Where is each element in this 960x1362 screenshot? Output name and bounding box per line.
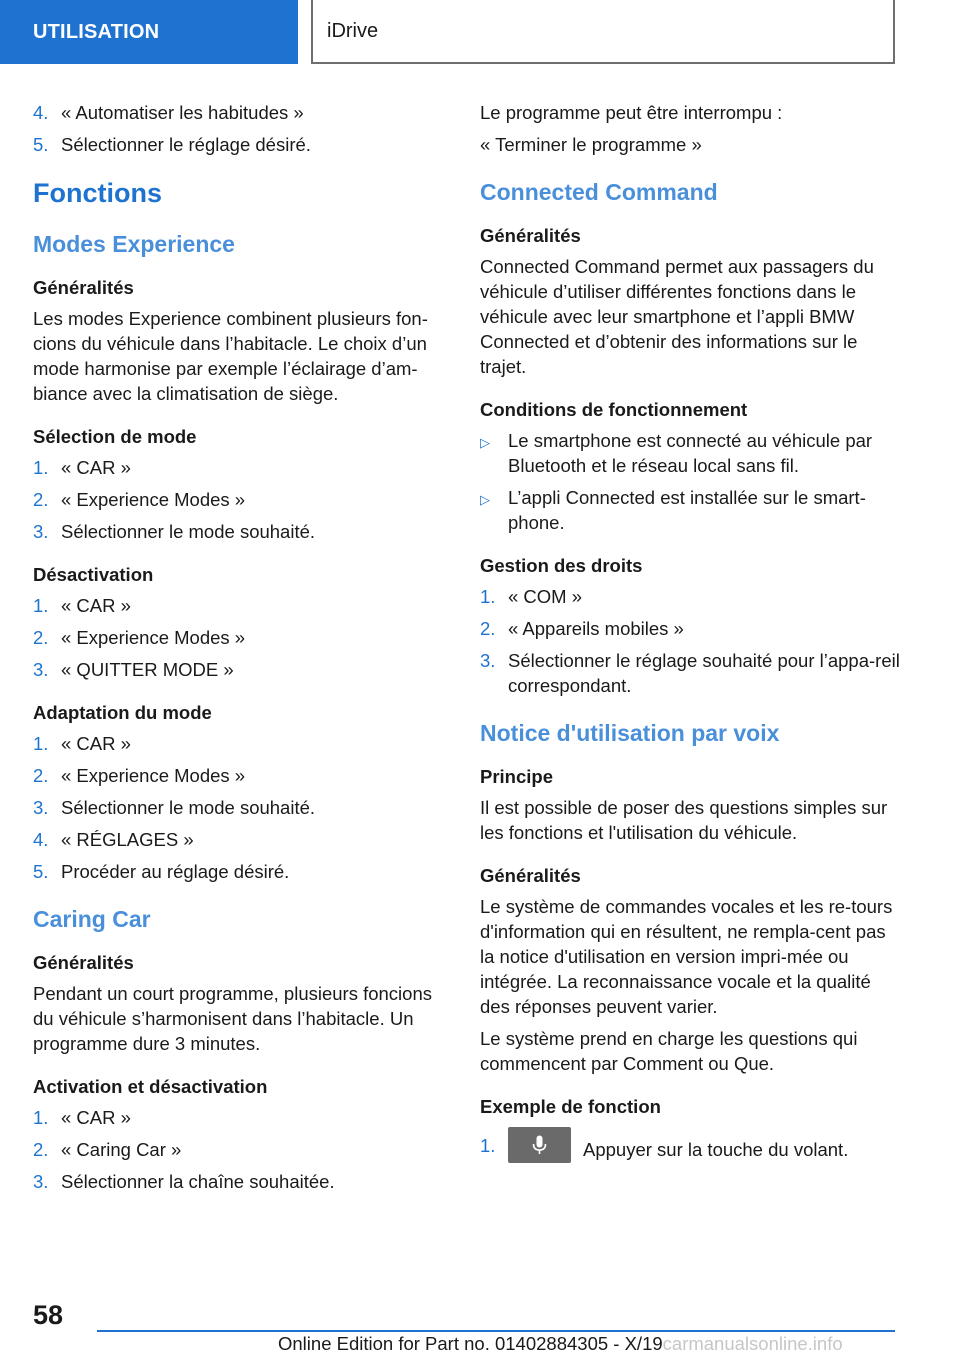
paragraph: Pendant un court programme, plusieurs foncions du véhicule s’harmonisent dans l’habitacle. Un programme dure 3 minutes. <box>33 983 432 1054</box>
list-item: 2. « Experience Modes » <box>33 627 246 648</box>
list-item: 1. « COM » <box>480 586 583 607</box>
list-item: 1. « CAR » <box>33 457 131 478</box>
chapter-title: iDrive <box>311 0 895 64</box>
edition-text: Online Edition for Part no. 01402884305 - X/19 <box>278 1333 663 1354</box>
heading-selection-mode: Sélection de mode <box>33 426 197 447</box>
list-item: 1. « CAR » <box>33 1107 131 1128</box>
list-item: 4. « RÉGLAGES » <box>33 829 194 850</box>
steps-list <box>33 731 453 884</box>
page-header <box>0 0 960 68</box>
heading-activation: Activation et désactivation <box>33 1076 268 1097</box>
paragraph: Connected Command permet aux passagers du véhicule d’utiliser différentes fonctions dans le véhicule avec leur smartphone et l’appli BMW Connected et d’obtenir des informations sur le trajet. <box>480 256 874 377</box>
list-item: 3. Sélectionner la chaîne souhaitée. <box>33 1171 335 1192</box>
heading-modes-experience: Modes Experience <box>33 231 235 257</box>
heading-exemple: Exemple de fonction <box>480 1096 661 1117</box>
steps-list <box>480 1133 900 1169</box>
heading-conditions: Conditions de fonctionnement <box>480 399 748 420</box>
list-item: 1. « CAR » <box>33 595 131 616</box>
list-item: ▷ L’appli Connected est installée sur le smart-phone. <box>480 487 866 533</box>
steps-list <box>480 584 900 698</box>
footer-edition <box>278 1333 843 1355</box>
heading-fonctions: Fonctions <box>33 178 162 208</box>
paragraph: Le système de commandes vocales et les re-tours d'information qui en résultent, ne rempla-cent pas la notice d'utilisation en version impri-mée ou intégrée. La reconnaissance vocale et la qualité des réponses peuvent varier. <box>480 896 893 1017</box>
heading-desactivation: Désactivation <box>33 564 154 585</box>
list-item: 5. Procéder au réglage désiré. <box>33 861 290 882</box>
heading-generalites: Généralités <box>480 865 581 886</box>
page-number: 58 <box>33 1300 64 1330</box>
list-item: 3. « QUITTER MODE » <box>33 659 234 680</box>
paragraph: Il est possible de poser des questions simples sur les fonctions et l'utilisation du véhicule. <box>480 797 888 843</box>
list-item: 3. Sélectionner le mode souhaité. <box>33 521 316 542</box>
list-item: 2. « Appareils mobiles » <box>480 618 684 639</box>
microphone-icon <box>532 1135 547 1155</box>
heading-generalites: Généralités <box>33 277 134 298</box>
footer-divider <box>97 1330 895 1332</box>
steps-list <box>33 455 453 544</box>
heading-principe: Principe <box>480 766 553 787</box>
watermark: carmanualsonline.info <box>662 1333 843 1354</box>
paragraph: Le programme peut être interrompu : <box>480 102 783 123</box>
voice-button-image <box>508 1127 571 1163</box>
list-item: 1. « CAR » <box>33 733 131 754</box>
list-item: ▷ Le smartphone est connecté au véhicule par Bluetooth et le réseau local sans fil. <box>480 430 873 476</box>
list-item: 2. « Experience Modes » <box>33 489 246 510</box>
triangle-bullet-icon: ▷ <box>480 435 490 450</box>
paragraph: Le système prend en charge les questions qui commencent par Comment ou Que. <box>480 1028 858 1074</box>
list-item: 3. Sélectionner le mode souhaité. <box>33 797 316 818</box>
heading-caring-car: Caring Car <box>33 906 151 932</box>
heading-generalites: Généralités <box>33 952 134 973</box>
right-column <box>480 100 900 1176</box>
steps-list <box>33 100 453 157</box>
paragraph: Les modes Experience combinent plusieurs fon-cions du véhicule dans l’habitacle. Le choix d’un mode harmonise par exemple l’éclairage d’am-biance avec la climatisation de siège. <box>33 308 428 404</box>
step-text: Appuyer sur la touche du volant. <box>583 1138 849 1160</box>
heading-notice-voix: Notice d'utilisation par voix <box>480 720 780 746</box>
steps-list <box>33 1105 453 1194</box>
triangle-bullet-icon: ▷ <box>480 492 490 507</box>
heading-connected-command: Connected Command <box>480 179 718 205</box>
heading-adaptation: Adaptation du mode <box>33 702 212 723</box>
heading-gestion-droits: Gestion des droits <box>480 555 643 576</box>
list-item: 4. « Automatiser les habitudes » <box>33 102 304 123</box>
list-item: 2. « Experience Modes » <box>33 765 246 786</box>
paragraph: « Terminer le programme » <box>480 134 702 155</box>
heading-generalites: Généralités <box>480 225 581 246</box>
list-item: 1. Appuyer sur la touche du volant. <box>480 1133 900 1169</box>
bullet-list <box>480 428 900 535</box>
list-item: 3. Sélectionner le réglage souhaité pour l’appa-reil correspondant. <box>480 650 900 696</box>
list-item: 5. Sélectionner le réglage désiré. <box>33 134 311 155</box>
left-column <box>33 100 453 1201</box>
section-title: UTILISATION <box>0 0 298 64</box>
steps-list <box>33 593 453 682</box>
list-item: 2. « Caring Car » <box>33 1139 182 1160</box>
